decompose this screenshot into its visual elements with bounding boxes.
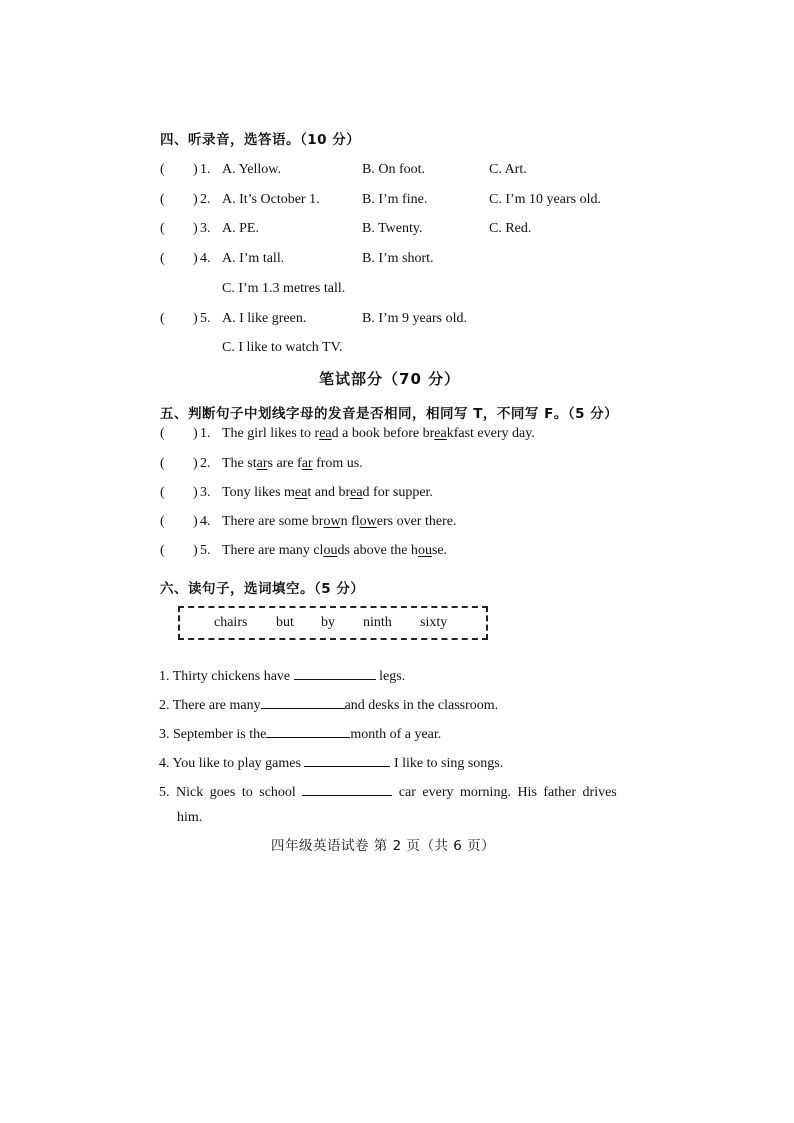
answer-paren-open: (	[160, 485, 165, 500]
fill-item: 4. You like to play games I like to sing songs.	[159, 752, 503, 772]
option-c: C. I’m 10 years old.	[489, 192, 601, 207]
option-a: A. It’s October 1.	[222, 192, 320, 207]
answer-blank[interactable]	[304, 752, 390, 767]
question-number: 1.	[200, 162, 211, 177]
underlined-letters: ow	[323, 514, 341, 529]
answer-paren-open: (	[160, 192, 165, 207]
item-number: 1.	[200, 426, 211, 441]
underlined-letters: ou	[417, 543, 432, 558]
answer-paren-close: )	[193, 162, 198, 177]
item-number: 3.	[200, 485, 211, 500]
underlined-letters: ea	[294, 485, 308, 500]
answer-paren-close: )	[193, 456, 198, 471]
answer-blank[interactable]	[266, 723, 350, 738]
answer-blank[interactable]	[261, 694, 345, 709]
written-part-title: 笔试部分（70 分）	[319, 370, 461, 388]
sentence: The girl likes to read a book before breakfast every day.	[222, 426, 535, 441]
answer-paren-close: )	[193, 543, 198, 558]
option-b: B. I’m 9 years old.	[362, 311, 467, 326]
underlined-letters: ar	[301, 456, 313, 471]
option-b: B. Twenty.	[362, 221, 423, 236]
underlined-letters: ea	[350, 485, 363, 500]
question-number: 4.	[200, 251, 211, 266]
item-number: 2.	[200, 456, 211, 471]
sentence: The stars are far from us.	[222, 456, 363, 471]
answer-paren-close: )	[193, 426, 198, 441]
fill-item: 2. There are many and desks in the classroom.	[159, 694, 498, 714]
answer-paren-open: (	[160, 543, 165, 558]
word-bank-word: chairs	[214, 615, 248, 630]
word-bank-word: by	[321, 615, 335, 630]
answer-paren-close: )	[193, 311, 198, 326]
option-a: A. I’m tall.	[222, 251, 285, 266]
answer-paren-open: (	[160, 251, 165, 266]
sentence: There are many clouds above the house.	[222, 543, 448, 558]
section6-title: 六、读句子，选词填空。（5 分）	[160, 581, 365, 597]
word-bank-box	[178, 606, 488, 640]
question-number: 3.	[200, 221, 211, 236]
option-c: C. Red.	[489, 221, 532, 236]
answer-paren-close: )	[193, 251, 198, 266]
underlined-letters: ea	[319, 426, 332, 441]
option-b: B. On foot.	[362, 162, 425, 177]
answer-blank[interactable]	[302, 781, 392, 796]
answer-paren-close: )	[193, 192, 198, 207]
underlined-letters: ea	[434, 426, 447, 441]
option-c: C. I’m 1.3 metres tall.	[222, 281, 346, 296]
answer-paren-open: (	[160, 162, 165, 177]
fill-item: 1. Thirty chickens have legs.	[159, 665, 405, 685]
underlined-letters: ar	[256, 456, 268, 471]
option-c: C. I like to watch TV.	[222, 340, 343, 355]
option-a: A. PE.	[222, 221, 259, 236]
answer-paren-open: (	[160, 514, 165, 529]
item-number: 5.	[200, 543, 211, 558]
option-a: A. Yellow.	[222, 162, 281, 177]
fill-item-continuation: him.	[177, 810, 203, 825]
word-bank-word: sixty	[420, 615, 448, 630]
section5-title: 五、判断句子中划线字母的发音是否相同，相同写 T，不同写 F。（5 分）	[160, 406, 619, 422]
option-b: B. I’m fine.	[362, 192, 428, 207]
question-number: 5.	[200, 311, 211, 326]
option-c: C. Art.	[489, 162, 527, 177]
item-number: 4.	[200, 514, 211, 529]
answer-blank[interactable]	[294, 665, 376, 680]
underlined-letters: ou	[323, 543, 338, 558]
underlined-letters: ow	[359, 514, 377, 529]
answer-paren-open: (	[160, 311, 165, 326]
answer-paren-close: )	[193, 485, 198, 500]
option-b: B. I’m short.	[362, 251, 434, 266]
section4-title: 四、听录音，选答语。（10 分）	[160, 132, 361, 148]
sentence: There are some brown flowers over there.	[222, 514, 457, 529]
answer-paren-open: (	[160, 426, 165, 441]
question-number: 2.	[200, 192, 211, 207]
page-footer: 四年级英语试卷 第 2 页（共 6 页）	[271, 838, 496, 854]
answer-paren-close: )	[193, 221, 198, 236]
answer-paren-open: (	[160, 456, 165, 471]
answer-paren-open: (	[160, 221, 165, 236]
answer-paren-close: )	[193, 514, 198, 529]
fill-item: 3. September is the month of a year.	[159, 723, 441, 743]
option-a: A. I like green.	[222, 311, 307, 326]
word-bank-word: ninth	[363, 615, 392, 630]
fill-item: 5. Nick goes to school car every morning. His father drives	[159, 781, 617, 801]
word-bank-word: but	[276, 615, 294, 630]
sentence: Tony likes meat and bread for supper.	[222, 485, 433, 500]
